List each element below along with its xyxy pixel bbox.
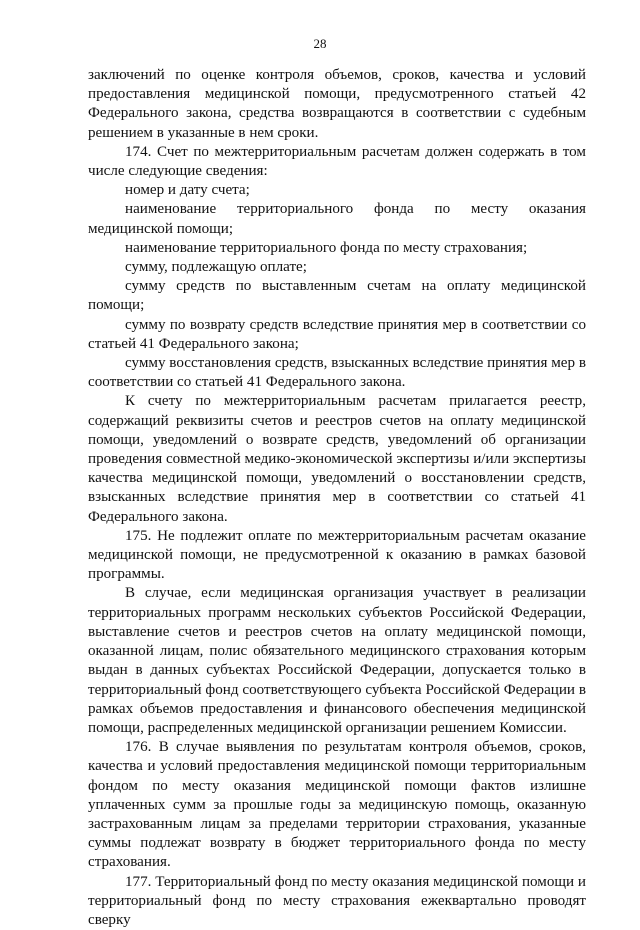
paragraph-175: 175. Не подлежит оплате по межтерриториальным расчетам оказание медицинской помощи, не предусмотренной к оказанию в рамках базовой программы. bbox=[88, 527, 586, 583]
paragraph-177: 177. Территориальный фонд по месту оказания медицинской помощи и территориальный фонд по месту страхования ежеквартально проводят сверку bbox=[88, 873, 586, 928]
list-item-fund-insurance-place: наименование территориального фонда по месту страхования; bbox=[125, 239, 528, 256]
list-item-refund-amount: сумму по возврату средств вследствие принятия мер в соответствии со статьей 41 Федерального закона; bbox=[88, 316, 586, 352]
list-item-restoration-amount: сумму восстановления средств, взысканных вследствие принятия мер в соответствии со статьей 41 Федерального закона. bbox=[88, 355, 586, 391]
paragraph-multi-region: В случае, если медицинская организация участвует в реализации территориальных программ нескольких субъектов Российской Федерации, выставление счетов и реестров счетов на оплату медицинской помощи, оказанной лицам, полис обязательного медицинского страхования которым выдан в данных субъектах Российской Федерации, допускается только в территориальный фонд соответствующего субъекта Российской Федерации в рамках объемов предоставления и финансового обеспечения медицинской помощи, распределенных медицинской организации решением Комиссии. bbox=[88, 585, 586, 736]
paragraph-174: 174. Счет по межтерриториальным расчетам должен содержать в том числе следующие сведения: bbox=[88, 143, 586, 180]
document-body bbox=[88, 66, 586, 930]
page-number: 28 bbox=[313, 36, 327, 51]
paragraph-registry: К счету по межтерриториальным расчетам прилагается реестр, содержащий реквизиты счетов и реестров счетов на оплату медицинской помощи, уведомлений о возврате средств, уведомлений об организации проведения совместной медико-экономической экспертизы и/или экспертизы качества медицинской помощи, уведомлений о восстановлении средств, взысканных вследствие принятия мер в соответствии со статьей 41 Федерального закона. bbox=[88, 393, 586, 525]
list-item-invoice-number: номер и дату счета; bbox=[125, 182, 250, 199]
list-item-invoiced-amount: сумму средств по выставленным счетам на оплату медицинской помощи; bbox=[88, 278, 586, 314]
paragraph-176: 176. В случае выявления по результатам контроля объемов, сроков, качества и условий предоставления медицинской помощи территориальным фондом по месту оказания медицинской помощи фактов излишне уплаченных сумм за прошлые годы за медицинскую помощь, оказанную застрахованным лицам за пределами территории страхования, указанные суммы подлежат возврату в бюджет территориального фонда по месту страхования. bbox=[88, 739, 586, 871]
list-item-fund-care-place: наименование территориального фонда по месту оказания медицинской помощи; bbox=[88, 201, 586, 237]
list-item-amount-due: сумму, подлежащую оплате; bbox=[125, 259, 307, 276]
paragraph-continuation: заключений по оценке контроля объемов, сроков, качества и условий предоставления медицинской помощи, предусмотренного статьей 42 Федерального закона, средства возвращаются в соответствии с судебным решением в указанные в нем сроки. bbox=[88, 67, 586, 141]
